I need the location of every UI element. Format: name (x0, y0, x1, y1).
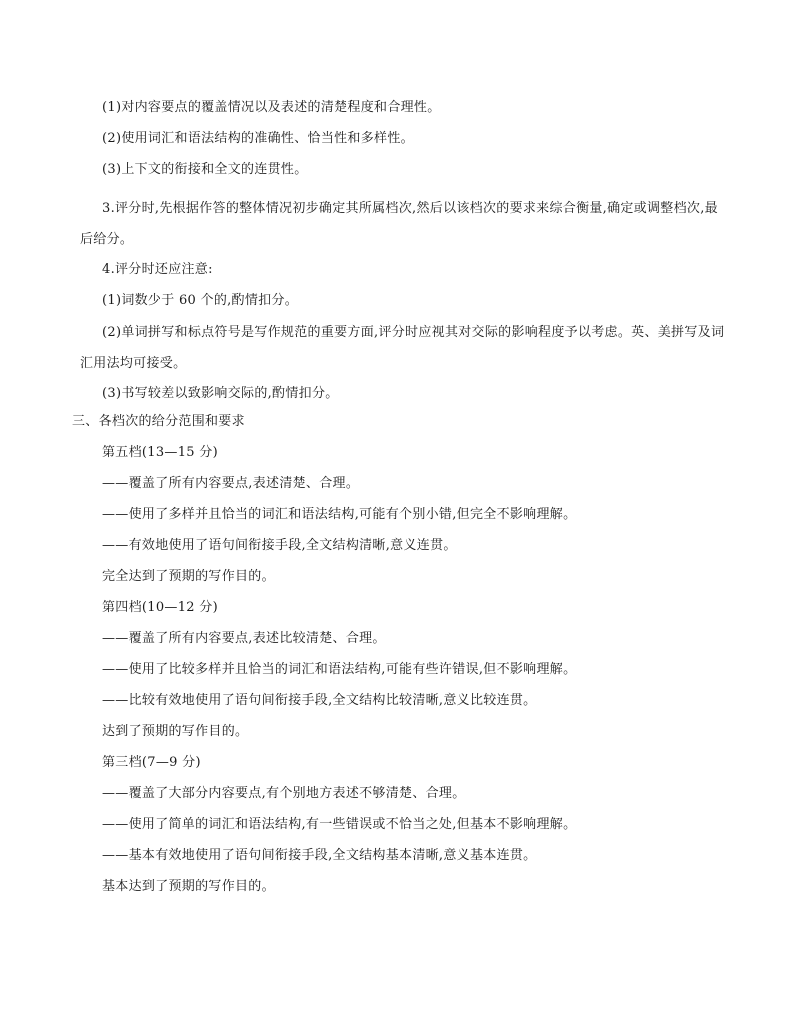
grade-4-summary: 达到了预期的写作目的。 (102, 724, 249, 739)
grade-5-point-1: ——覆盖了所有内容要点,表述清楚、合理。 (102, 476, 360, 491)
grade-3-point-3: ——基本有效地使用了语句间衔接手段,全文结构基本清晰,意义基本连贯。 (102, 848, 537, 863)
grade-4-point-2: ——使用了比较多样并且恰当的词汇和语法结构,可能有些许错误,但不影响理解。 (102, 662, 577, 677)
section-title: 三、各档次的给分范围和要求 (72, 414, 245, 429)
grade-3-title: 第三档(7—9 分) (102, 755, 201, 770)
grade-5-point-3: ——有效地使用了语句间衔接手段,全文结构清晰,意义连贯。 (102, 538, 457, 553)
rule-4-item-2: (2)单词拼写和标点符号是写作规范的重要方面,评分时应视其对交际的影响程度予以考虑。英、美拼写及词汇用法均可接受。 (80, 325, 725, 371)
grade-5-title: 第五档(13—15 分) (102, 445, 218, 460)
rule-4-item-3: (3)书写较差以致影响交际的,酌情扣分。 (102, 386, 339, 401)
grade-3-point-2: ——使用了简单的词汇和语法结构,有一些错误或不恰当之处,但基本不影响理解。 (102, 817, 577, 832)
grade-5-summary: 完全达到了预期的写作目的。 (102, 569, 275, 584)
criterion-1: (1)对内容要点的覆盖情况以及表述的清楚程度和合理性。 (102, 100, 441, 115)
rule-3-paragraph: 3.评分时,先根据作答的整体情况初步确定其所属档次,然后以该档次的要求来综合衡量,确定或调整档次,最后给分。 (80, 201, 718, 247)
grade-5-point-2: ——使用了多样并且恰当的词汇和语法结构,可能有个别小错,但完全不影响理解。 (102, 507, 577, 522)
criterion-2: (2)使用词汇和语法结构的准确性、恰当性和多样性。 (102, 131, 414, 146)
rule-4-heading: 4.评分时还应注意: (102, 262, 213, 277)
rule-4-item-1: (1)词数少于 60 个的,酌情扣分。 (102, 293, 299, 308)
grade-3-summary: 基本达到了预期的写作目的。 (102, 879, 275, 894)
grade-4-title: 第四档(10—12 分) (102, 600, 218, 615)
grade-3-point-1: ——覆盖了大部分内容要点,有个别地方表述不够清楚、合理。 (102, 786, 466, 801)
grade-4-point-1: ——覆盖了所有内容要点,表述比较清楚、合理。 (102, 631, 386, 646)
criterion-3: (3)上下文的衔接和全文的连贯性。 (102, 162, 308, 177)
grade-4-point-3: ——比较有效地使用了语句间衔接手段,全文结构比较清晰,意义比较连贯。 (102, 693, 537, 708)
